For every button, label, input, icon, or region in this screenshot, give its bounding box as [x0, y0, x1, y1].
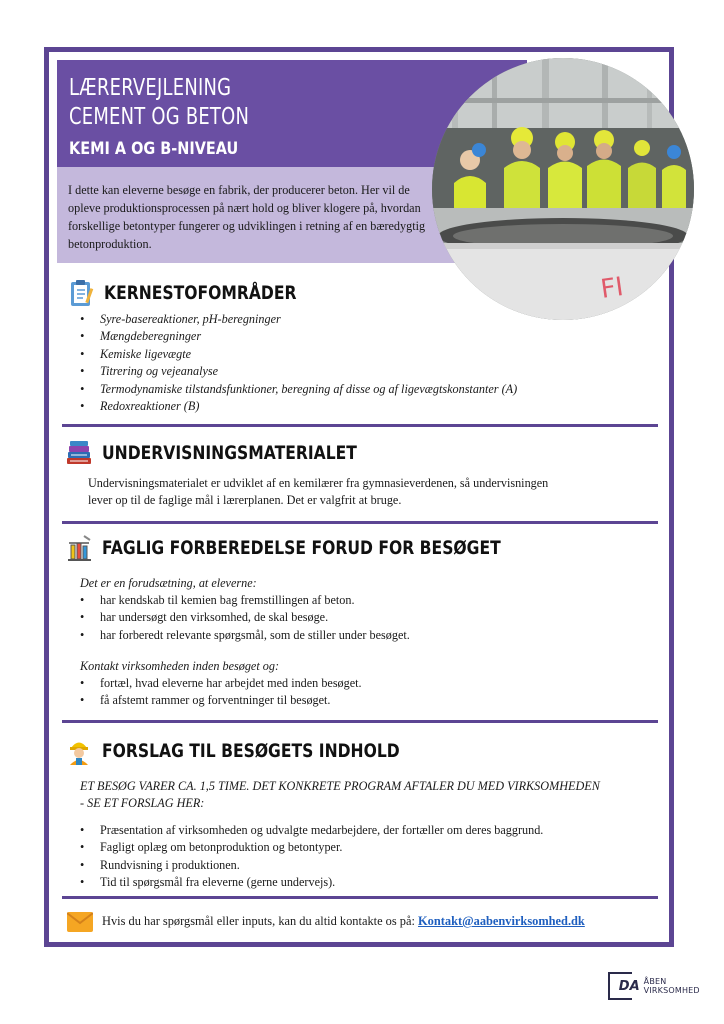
materiale-text	[88, 475, 548, 510]
indhold-lead	[80, 778, 600, 813]
section-divider	[62, 720, 658, 723]
list-item: • har forberedt relevante spørgsmål, som de stiller under besøget.	[78, 627, 410, 644]
title-line-2: CEMENT OG BETON	[69, 104, 250, 130]
lab-equipment-icon	[64, 533, 94, 563]
list-item: • har undersøgt den virksomhed, de skal besøge.	[78, 609, 410, 626]
contact-email-link[interactable]: Kontakt@aabenvirksomhed.dk	[418, 914, 585, 928]
worker-icon	[64, 736, 94, 766]
clipboard-icon	[66, 278, 96, 308]
forberedelse-list-2	[78, 675, 362, 710]
list-item: • Mængdeberegninger	[78, 328, 517, 345]
list-item: • Syre-basereaktioner, pH-beregninger	[78, 311, 517, 328]
section-divider	[62, 896, 658, 899]
intro-text: I dette kan eleverne besøge en fabrik, der producerer beton. Her vil de opleve produktionsprocessen på nært hold og bliver klogere på, hvordan forskellige betontyper fungerer og udviklingen i retning af en bæredygtig betonproduktion.	[68, 183, 426, 251]
forberedelse-list-1	[78, 592, 410, 644]
list-item: • fortæl, hvad eleverne har arbejdet med inden besøget.	[78, 675, 362, 692]
section-divider	[62, 424, 658, 427]
title-line-1: LÆRERVEJLENING	[69, 75, 232, 101]
materiale-text-line-1: Undervisningsmaterialet er udviklet af en kemilærer fra gymnasieverdenen, så undervisningen	[88, 476, 549, 490]
section-title-forberedelse: FAGLIG FORBEREDELSE FORUD FOR BESØGET	[102, 537, 501, 559]
logo-mark	[608, 972, 640, 1000]
kernestof-list	[78, 311, 517, 415]
list-item: • Fagligt oplæg om betonproduktion og betontyper.	[78, 839, 543, 856]
list-item: • har kendskab til kemien bag fremstillingen af beton.	[78, 592, 410, 609]
list-item: • Præsentation af virksomheden og udvalgte medarbejdere, der fortæller om deres baggrund.	[78, 822, 543, 839]
section-title-materiale: UNDERVISNINGSMATERIALET	[102, 442, 357, 464]
section-header-indhold	[64, 737, 465, 765]
section-divider	[62, 521, 658, 524]
indhold-lead-line-2: - SE ET FORSLAG HER:	[80, 796, 205, 811]
list-item: • Titrering og vejeanalyse	[78, 363, 517, 380]
logo-text: ÅBEN VIRKSOMHED	[643, 977, 700, 995]
factory-photo	[432, 58, 694, 320]
forberedelse-intro-1: Det er en forudsætning, at eleverne:	[80, 576, 257, 590]
list-item: • Kemiske ligevægte	[78, 346, 517, 363]
list-item: • Redoxreaktioner (B)	[78, 398, 517, 415]
contact-text: Hvis du har spørgsmål eller inputs, kan du altid kontakte os på:	[102, 914, 419, 928]
logo-da: DA	[618, 978, 640, 994]
page-subtitle: KEMI A OG B-NIVEAU	[69, 139, 239, 159]
section-title-kernestof: KERNESTOFOMRÅDER	[104, 282, 297, 304]
section-title-indhold: FORSLAG TIL BESØGETS INDHOLD	[102, 740, 400, 762]
list-item: • Termodynamiske tilstandsfunktioner, beregning af disse og af ligevægtskonstanter (A)	[78, 381, 517, 398]
list-item: • Rundvisning i produktionen.	[78, 857, 543, 874]
indhold-list	[78, 822, 543, 892]
indhold-lead-line-1: ET BESØG VARER CA. 1,5 TIME. DET KONKRETE PROGRAM AFTALER DU MED VIRKSOMHEDEN	[80, 779, 600, 793]
section-header-materiale	[64, 439, 413, 467]
page-title	[69, 74, 249, 132]
envelope-icon	[67, 912, 93, 932]
section-header-forberedelse	[64, 534, 588, 562]
section-header-kernestof	[66, 279, 339, 307]
list-item: • få afstemt rammer og forventninger til besøget.	[78, 692, 362, 709]
aaben-virksomhed-logo	[608, 972, 724, 1000]
list-item: • Tid til spørgsmål fra eleverne (gerne undervejs).	[78, 874, 543, 891]
books-icon	[64, 438, 94, 468]
contact-line	[102, 914, 585, 929]
tank-marking: FI	[598, 272, 626, 305]
forberedelse-intro-2: Kontakt virksomheden inden besøget og:	[80, 659, 280, 673]
materiale-text-line-2: lever op til de faglige mål i lærerplanen. Det er valgfrit at bruge.	[88, 493, 402, 508]
